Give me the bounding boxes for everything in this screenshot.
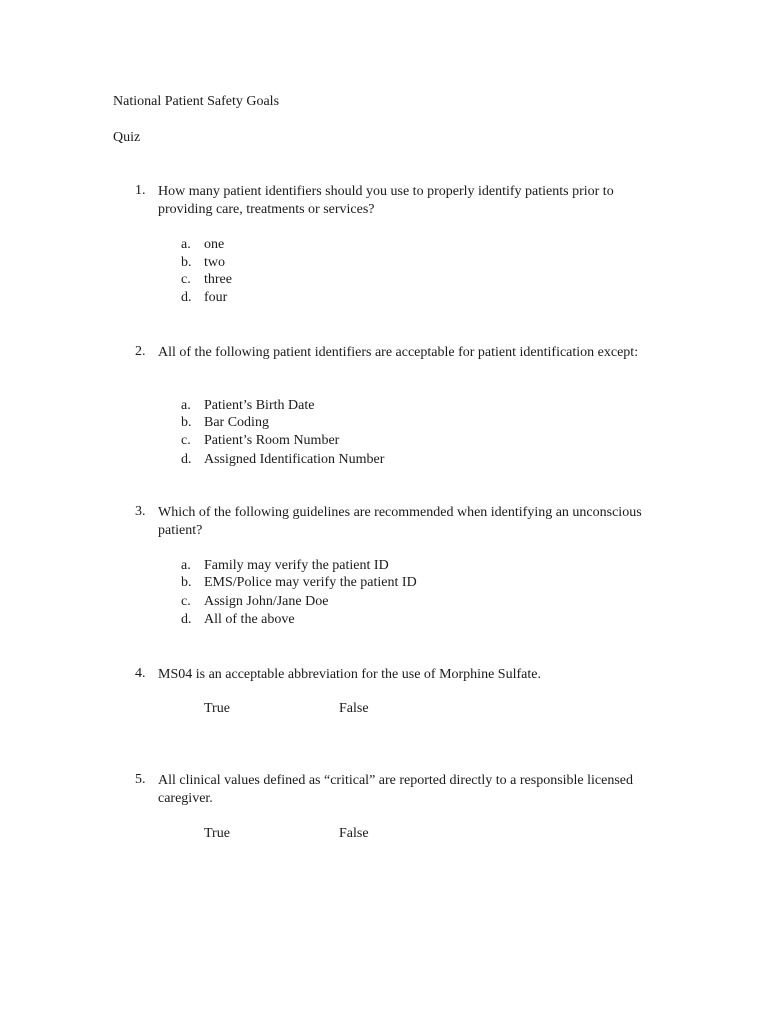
- option-letter: d.: [181, 612, 192, 627]
- option-letter: d.: [181, 290, 192, 305]
- false-option: False: [339, 826, 369, 841]
- question-number: 5.: [135, 772, 146, 787]
- option-text: Patient’s Birth Date: [204, 398, 315, 413]
- question-text: Which of the following guidelines are recommended when identifying an unconscious patient?: [158, 505, 642, 538]
- question-number: 4.: [135, 666, 146, 681]
- question-text: All of the following patient identifiers are acceptable for patient identification except:: [158, 345, 639, 360]
- option-letter: a.: [181, 558, 191, 573]
- true-option: True: [204, 701, 230, 716]
- option-text: four: [204, 290, 228, 305]
- option-letter: b.: [181, 255, 192, 270]
- option-letter: a.: [181, 398, 191, 413]
- option-text: Family may verify the patient ID: [204, 558, 389, 573]
- question-text: How many patient identifiers should you use to properly identify patients prior to providing care, treatments or services?: [158, 184, 614, 217]
- question-text: MS04 is an acceptable abbreviation for the use of Morphine Sulfate.: [158, 667, 541, 682]
- question-number: 3.: [135, 504, 146, 519]
- option-letter: c.: [181, 433, 191, 448]
- option-text: Patient’s Room Number: [204, 433, 340, 448]
- option-text: three: [204, 272, 232, 287]
- document-title: National Patient Safety Goals: [113, 94, 280, 109]
- option-text: Assigned Identification Number: [204, 452, 385, 467]
- option-text: two: [204, 255, 225, 270]
- option-text: EMS/Police may verify the patient ID: [204, 575, 417, 590]
- question-number: 1.: [135, 183, 146, 198]
- option-text: Assign John/Jane Doe: [204, 594, 329, 609]
- option-text: Bar Coding: [204, 415, 269, 430]
- option-letter: b.: [181, 575, 192, 590]
- option-letter: c.: [181, 594, 191, 609]
- option-letter: d.: [181, 452, 192, 467]
- question-number: 2.: [135, 344, 146, 359]
- question-text: All clinical values defined as “critical” are reported directly to a responsible licensed caregiver.: [158, 773, 634, 806]
- option-text: All of the above: [204, 612, 295, 627]
- true-option: True: [204, 826, 230, 841]
- document-subtitle: Quiz: [113, 130, 141, 145]
- false-option: False: [339, 701, 369, 716]
- option-text: one: [204, 237, 225, 252]
- option-letter: b.: [181, 415, 192, 430]
- option-letter: c.: [181, 272, 191, 287]
- option-letter: a.: [181, 237, 191, 252]
